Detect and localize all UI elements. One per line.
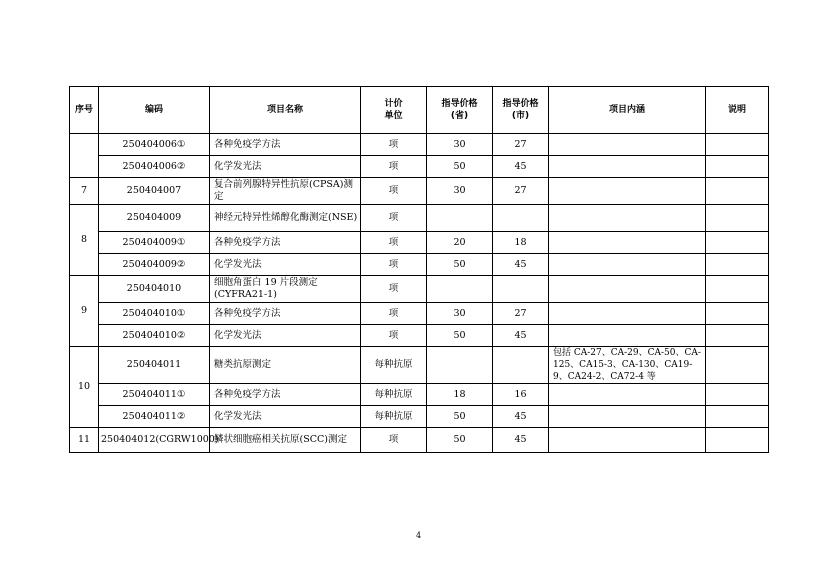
table-row <box>70 325 769 347</box>
unit-cell: 项 <box>361 276 427 303</box>
note-cell <box>706 428 769 453</box>
table-row <box>70 156 769 178</box>
seq-cell: 9 <box>70 276 99 347</box>
table-row <box>70 428 769 453</box>
header-seq: 序号 <box>70 87 99 134</box>
table-row <box>70 232 769 254</box>
seq-cell: 7 <box>70 178 99 205</box>
header-price-city <box>493 87 549 134</box>
table-row <box>70 134 769 156</box>
price-city-cell: 18 <box>493 232 549 254</box>
price-prov-cell: 50 <box>427 406 493 428</box>
name-cell: 复合前列腺特异性抗原(CPSA)测定 <box>210 178 361 205</box>
price-city-cell: 45 <box>493 156 549 178</box>
seq-cell: 11 <box>70 428 99 453</box>
price-city-cell <box>493 205 549 232</box>
note-cell <box>706 384 769 406</box>
price-city-cell <box>493 347 549 384</box>
table-row <box>70 205 769 232</box>
code-cell: 250404010① <box>99 303 210 325</box>
code-cell: 250404009① <box>99 232 210 254</box>
note-cell <box>706 178 769 205</box>
price-city-cell: 45 <box>493 428 549 453</box>
name-cell: 糖类抗原测定 <box>210 347 361 384</box>
price-prov-cell: 50 <box>427 428 493 453</box>
code-cell: 250404012(CGRW1000) <box>99 428 210 453</box>
content-cell <box>549 232 706 254</box>
header-name: 项目名称 <box>210 87 361 134</box>
content-cell <box>549 178 706 205</box>
name-cell: 各种免疫学方法 <box>210 303 361 325</box>
content-cell <box>549 303 706 325</box>
note-cell <box>706 276 769 303</box>
content-cell <box>549 428 706 453</box>
table-row <box>70 276 769 303</box>
content-cell <box>549 134 706 156</box>
content-cell <box>549 325 706 347</box>
note-cell <box>706 303 769 325</box>
name-cell: 细胞角蛋白 19 片段测定(CYFRA21-1) <box>210 276 361 303</box>
content-cell <box>549 406 706 428</box>
table-row <box>70 347 769 384</box>
name-cell: 化学发光法 <box>210 254 361 276</box>
price-prov-cell: 30 <box>427 178 493 205</box>
note-cell <box>706 205 769 232</box>
unit-cell: 项 <box>361 156 427 178</box>
header-note: 说明 <box>706 87 769 134</box>
name-cell: 各种免疫学方法 <box>210 134 361 156</box>
table-row <box>70 254 769 276</box>
unit-cell: 项 <box>361 428 427 453</box>
price-prov-cell: 18 <box>427 384 493 406</box>
seq-cell: 10 <box>70 347 99 428</box>
name-cell: 鳞状细胞癌相关抗原(SCC)测定 <box>210 428 361 453</box>
table-row <box>70 384 769 406</box>
price-prov-cell: 50 <box>427 325 493 347</box>
code-cell: 250404010② <box>99 325 210 347</box>
unit-cell: 每种抗原 <box>361 384 427 406</box>
content-cell <box>549 384 706 406</box>
code-cell: 250404011 <box>99 347 210 384</box>
price-prov-cell: 20 <box>427 232 493 254</box>
header-price-prov-line1: 指导价格 <box>441 99 478 109</box>
header-unit <box>361 87 427 134</box>
header-price-city-line1: 指导价格 <box>502 99 539 109</box>
unit-cell: 项 <box>361 205 427 232</box>
price-city-cell: 27 <box>493 134 549 156</box>
header-price-prov-line2: (省) <box>450 111 469 121</box>
name-cell: 化学发光法 <box>210 406 361 428</box>
note-cell <box>706 347 769 384</box>
note-cell <box>706 254 769 276</box>
name-cell: 各种免疫学方法 <box>210 384 361 406</box>
note-cell <box>706 156 769 178</box>
price-prov-cell: 50 <box>427 254 493 276</box>
unit-cell: 项 <box>361 232 427 254</box>
price-prov-cell <box>427 276 493 303</box>
code-cell: 250404009② <box>99 254 210 276</box>
unit-cell: 项 <box>361 325 427 347</box>
content-cell <box>549 156 706 178</box>
code-cell: 250404011① <box>99 384 210 406</box>
price-city-cell: 16 <box>493 384 549 406</box>
price-prov-cell: 30 <box>427 303 493 325</box>
name-cell: 化学发光法 <box>210 325 361 347</box>
code-cell: 250404009 <box>99 205 210 232</box>
price-city-cell: 45 <box>493 406 549 428</box>
code-cell: 250404007 <box>99 178 210 205</box>
unit-cell: 项 <box>361 178 427 205</box>
name-cell: 神经元特异性烯醇化酶测定(NSE) <box>210 205 361 232</box>
code-cell: 250404006② <box>99 156 210 178</box>
unit-cell: 每种抗原 <box>361 406 427 428</box>
price-prov-cell: 30 <box>427 134 493 156</box>
unit-cell: 项 <box>361 134 427 156</box>
unit-cell: 项 <box>361 303 427 325</box>
name-cell: 各种免疫学方法 <box>210 232 361 254</box>
note-cell <box>706 232 769 254</box>
header-price-city-line2: (市) <box>511 111 530 121</box>
seq-cell: 8 <box>70 205 99 276</box>
price-prov-cell <box>427 205 493 232</box>
content-cell: 包括 CA-27、CA-29、CA-50、CA-125、CA15-3、CA-130、CA19-9、CA24-2、CA72-4 等 <box>549 347 706 384</box>
note-cell <box>706 406 769 428</box>
page-number: 4 <box>415 531 422 540</box>
header-code: 编码 <box>99 87 210 134</box>
price-city-cell: 45 <box>493 254 549 276</box>
header-unit-line2: 单位 <box>384 111 403 121</box>
code-cell: 250404010 <box>99 276 210 303</box>
content-cell <box>549 254 706 276</box>
price-city-cell <box>493 276 549 303</box>
price-table <box>69 86 769 453</box>
header-price-prov <box>427 87 493 134</box>
seq-cell <box>70 134 99 178</box>
header-row <box>70 87 769 134</box>
table-row <box>70 178 769 205</box>
header-unit-line1: 计价 <box>384 99 403 109</box>
price-city-cell: 27 <box>493 303 549 325</box>
header-content: 项目内涵 <box>549 87 706 134</box>
name-cell: 化学发光法 <box>210 156 361 178</box>
price-city-cell: 27 <box>493 178 549 205</box>
code-cell: 250404006① <box>99 134 210 156</box>
table-row <box>70 303 769 325</box>
code-cell: 250404011② <box>99 406 210 428</box>
note-cell <box>706 325 769 347</box>
content-cell <box>549 276 706 303</box>
content-cell <box>549 205 706 232</box>
table-row <box>70 406 769 428</box>
unit-cell: 项 <box>361 254 427 276</box>
note-cell <box>706 134 769 156</box>
unit-cell: 每种抗原 <box>361 347 427 384</box>
price-prov-cell <box>427 347 493 384</box>
price-prov-cell: 50 <box>427 156 493 178</box>
price-city-cell: 45 <box>493 325 549 347</box>
